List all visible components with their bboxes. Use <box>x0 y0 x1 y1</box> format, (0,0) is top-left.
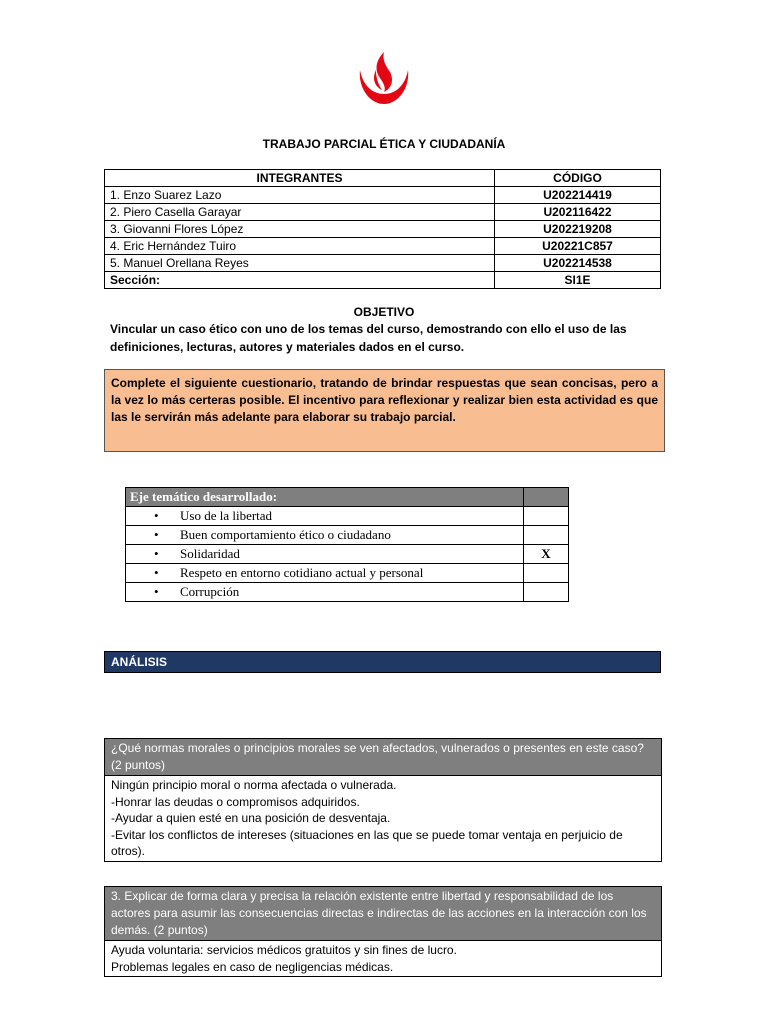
question-box-1 <box>104 738 662 862</box>
thematic-axis-mark <box>524 526 569 545</box>
analysis-section-header: ANÁLISIS <box>104 651 661 673</box>
bullet-icon: • <box>154 565 159 580</box>
table-row <box>105 255 661 272</box>
thematic-axis-table <box>125 487 569 602</box>
section-value: SI1E <box>495 272 661 289</box>
question-text: 3. Explicar de forma clara y precisa la relación existente entre libertad y responsabilidad de los actores para asumir las consecuencias directas e indirectas de las acciones en la interacción con los demás. (2 puntos) <box>105 887 661 941</box>
member-name: 2. Piero Casella Garayar <box>105 204 495 221</box>
thematic-axis-mark <box>524 507 569 526</box>
question-text: ¿Qué normas morales o principios morales se ven afectados, vulnerados o presentes en este caso? (2 puntos) <box>105 739 661 776</box>
table-row <box>126 507 569 526</box>
thematic-axis-item <box>126 583 524 602</box>
answer-text <box>105 941 661 976</box>
thematic-axis-header: Eje temático desarrollado: <box>126 488 524 507</box>
member-name: 1. Enzo Suarez Lazo <box>105 187 495 204</box>
thematic-axis-header-mark <box>524 488 569 507</box>
table-row <box>126 545 569 564</box>
member-name: 3. Giovanni Flores López <box>105 221 495 238</box>
thematic-axis-label: Uso de la libertad <box>180 508 273 523</box>
member-code: U202116422 <box>495 204 661 221</box>
thematic-axis-header-row <box>126 488 569 507</box>
objective-text: Vincular un caso ético con uno de los temas del curso, demostrando con ello el uso de las definiciones, lecturas, autores y materiales dados en el curso. <box>110 322 627 354</box>
table-row <box>105 221 661 238</box>
answer-line: -Ayudar a quien esté en una posición de desventaja. <box>111 811 391 825</box>
thematic-axis-item <box>126 564 524 583</box>
member-name: 5. Manuel Orellana Reyes <box>105 255 495 272</box>
thematic-axis-item <box>126 545 524 564</box>
thematic-axis-label: Solidaridad <box>180 546 240 561</box>
member-name: 4. Eric Hernández Tuiro <box>105 238 495 255</box>
table-row <box>105 204 661 221</box>
members-header-code: CÓDIGO <box>495 170 661 187</box>
table-row <box>126 583 569 602</box>
bullet-icon: • <box>154 508 159 523</box>
table-row <box>105 238 661 255</box>
table-row <box>105 187 661 204</box>
thematic-axis-label: Corrupción <box>180 584 240 599</box>
answer-line: Ningún principio moral o norma afectada o vulnerada. <box>111 778 397 792</box>
answer-line: -Honrar las deudas o compromisos adquiridos. <box>111 794 360 809</box>
member-code: U20221C857 <box>495 238 661 255</box>
bullet-icon: • <box>154 584 159 599</box>
table-row <box>126 526 569 545</box>
thematic-axis-mark <box>524 583 569 602</box>
answer-line: Problemas legales en caso de negligencias médicas. <box>111 959 394 974</box>
document-title: TRABAJO PARCIAL ÉTICA Y CIUDADANÍA <box>262 137 506 151</box>
table-row <box>126 564 569 583</box>
member-code: U202219208 <box>495 221 661 238</box>
answer-line: Ayuda voluntaria: servicios médicos gratuitos y sin fines de lucro. <box>111 943 457 957</box>
thematic-axis-item <box>126 507 524 526</box>
section-label: Sección: <box>105 272 495 289</box>
thematic-axis-label: Buen comportamiento ético o ciudadano <box>180 527 391 542</box>
thematic-axis-mark <box>524 564 569 583</box>
members-header-name: INTEGRANTES <box>105 170 495 187</box>
bullet-icon: • <box>154 527 159 542</box>
answer-text <box>105 776 661 861</box>
objective-title: OBJETIVO <box>353 305 415 319</box>
member-code: U202214419 <box>495 187 661 204</box>
section-row <box>105 272 661 289</box>
upc-flame-logo-icon <box>356 48 412 108</box>
thematic-axis-mark: X <box>524 545 569 564</box>
thematic-axis-label: Respeto en entorno cotidiano actual y personal <box>180 565 424 580</box>
bullet-icon: • <box>154 546 159 561</box>
members-header-row <box>105 170 661 187</box>
member-code: U202214538 <box>495 255 661 272</box>
answer-line: -Evitar los conflictos de intereses (situaciones en las que se puede tomar ventaja en perjuicio de otros). <box>111 827 623 858</box>
thematic-axis-item <box>126 526 524 545</box>
question-box-3 <box>104 886 662 977</box>
instructions-box: Complete el siguiente cuestionario, tratando de brindar respuestas que sean concisas, pero a la vez lo más certeras posible. El incentivo para reflexionar y realizar bien esta actividad es que las le servirán más adelante para elaborar su trabajo parcial. <box>104 369 665 452</box>
members-table <box>104 169 661 289</box>
